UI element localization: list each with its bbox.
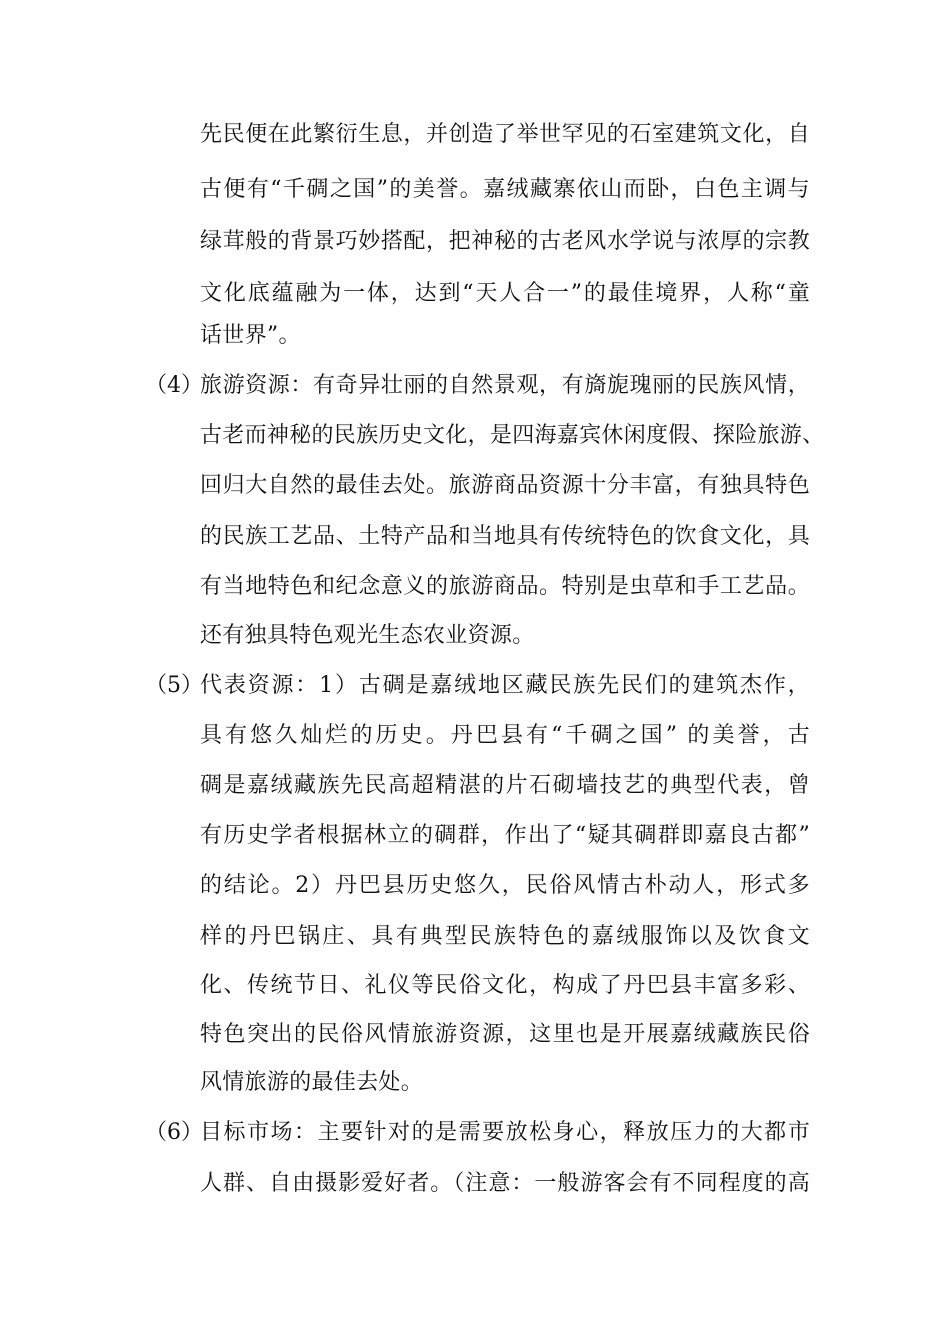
- list-item-line: 特色突出的民俗风情旅游资源，这里也是开展嘉绒藏族民俗: [200, 1022, 810, 1047]
- list-item-line: 还有独具特色观光生态农业资源。: [200, 623, 535, 648]
- list-item-marker: （4）: [145, 373, 203, 398]
- list-item-line: 人群、自由摄影爱好者。（注意：一般游客会有不同程度的高: [200, 1171, 810, 1196]
- paragraph-line: 文化底蕴融为一体，达到“天人合一”的最佳境界，人称“童: [200, 281, 810, 306]
- list-item-line: 有当地特色和纪念意义的旅游商品。特别是虫草和手工艺品。: [200, 574, 810, 599]
- list-item-marker: （6）: [145, 1120, 203, 1145]
- list-item-line: 回归大自然的最佳去处。旅游商品资源十分丰富，有独具特色: [200, 473, 810, 498]
- list-item-line: 的民族工艺品、土特产品和当地具有传统特色的饮食文化，具: [200, 524, 810, 549]
- paragraph-line: 先民便在此繁衍生息，并创造了举世罕见的石室建筑文化，自: [200, 122, 810, 147]
- list-item-line: 旅游资源：有奇异壮丽的自然景观，有旖旎瑰丽的民族风情，: [200, 373, 810, 398]
- list-item-line: 具有悠久灿烂的历史。丹巴县有“千碉之国” 的美誉，古: [200, 723, 810, 748]
- paragraph-line: 古便有“千碉之国”的美誉。嘉绒藏寨依山而卧，白色主调与: [200, 177, 810, 202]
- list-item-marker: （5）: [145, 673, 203, 698]
- list-item-line: 有历史学者根据林立的碉群，作出了“疑其碉群即嘉良古都”: [200, 823, 810, 848]
- list-item-line: 代表资源：1）古碉是嘉绒地区藏民族先民们的建筑杰作，: [200, 673, 810, 698]
- paragraph-line: 绿茸般的背景巧妙搭配，把神秘的古老风水学说与浓厚的宗教: [200, 229, 810, 254]
- list-item-line: 化、传统节日、礼仪等民俗文化，构成了丹巴县丰富多彩、: [200, 973, 810, 998]
- list-item-line: 目标市场：主要针对的是需要放松身心，释放压力的大都市: [200, 1120, 810, 1145]
- paragraph-line: 话世界”。: [200, 323, 301, 348]
- list-item-line: 碉是嘉绒藏族先民高超精湛的片石砌墙技艺的典型代表，曾: [200, 773, 810, 798]
- list-item-line: 样的丹巴锅庄、具有典型民族特色的嘉绒服饰以及饮食文: [200, 924, 810, 949]
- list-item-line: 古老而神秘的民族历史文化，是四海嘉宾休闲度假、探险旅游、: [200, 423, 825, 448]
- list-item-line: 的结论。2）丹巴县历史悠久，民俗风情古朴动人，形式多: [200, 873, 810, 898]
- list-item-line: 风情旅游的最佳去处。: [200, 1070, 424, 1095]
